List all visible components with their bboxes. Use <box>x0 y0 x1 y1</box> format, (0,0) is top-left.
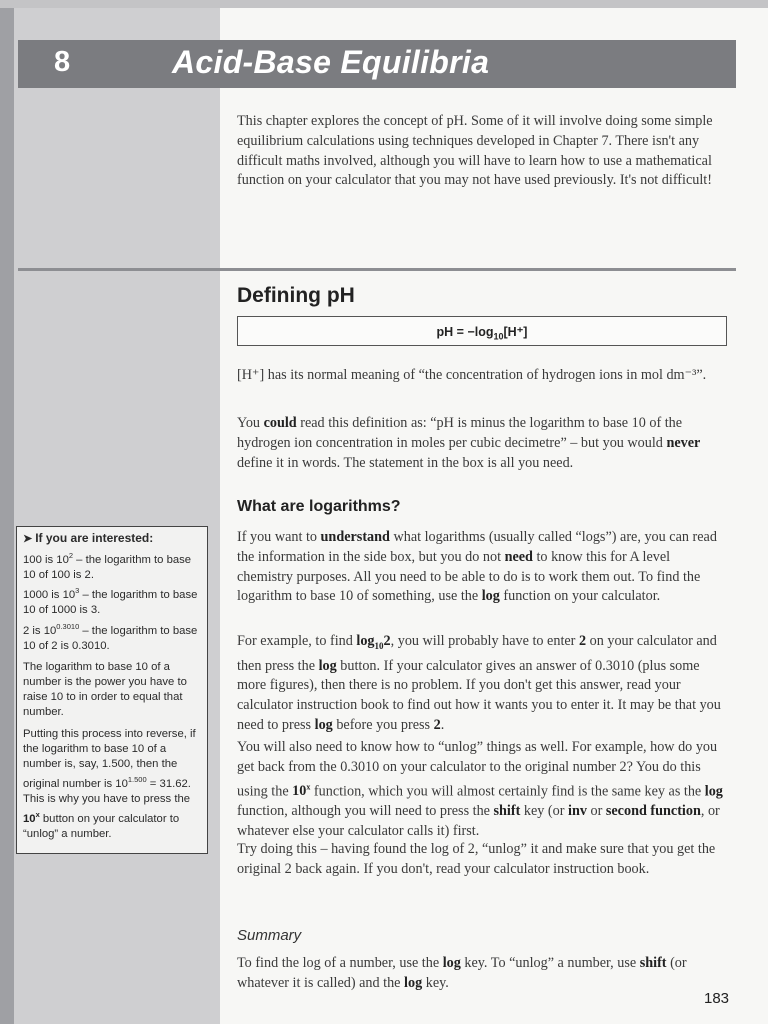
bold-text: shift <box>493 803 521 820</box>
bold-text: log <box>318 657 337 674</box>
defining-paragraph-1: [H⁺] has its normal meaning of “the concentration of hydrogen ions in mol dm⁻³”. <box>237 367 707 383</box>
text: key. <box>422 974 449 991</box>
text: 100 is 10 <box>23 553 69 566</box>
logs-paragraph-2 <box>237 632 727 736</box>
text: key (or <box>520 803 568 820</box>
bold-text: inv <box>568 803 587 820</box>
text: 1000 is 10 <box>23 589 76 602</box>
text: , or whatever else your calculator calls it) first. <box>237 803 720 839</box>
text: before you press <box>332 717 434 734</box>
bold-text <box>356 633 390 649</box>
logs-paragraph-3 <box>237 738 727 842</box>
chapter-number: 8 <box>54 46 71 78</box>
text: You will also need to know how to “unlog” things as well. For example, how do you get back from the 0.3010 on your calculator to the original number 2? You do this using the <box>237 739 718 800</box>
text: 2 <box>383 633 391 649</box>
logs-paragraph-4: Try doing this – having found the log of 2, “unlog” it and make sure that you get the original 2 back again. If you don't, read your calculator instruction book. <box>237 841 716 877</box>
text: button. If your calculator gives an answer of 0.3010 (plus some more figures), then there is no problem. If you don't get this answer, read your calculator instruction book to find out how it wants you to enter it. It may be that you need to press <box>237 657 721 734</box>
bold-text: could <box>263 415 297 431</box>
text: – the logarithm to base 10 of 2 is 0.3010. <box>23 624 198 652</box>
section-divider <box>18 268 736 271</box>
text: on your calculator and then press the <box>237 633 717 674</box>
text: function, which you will almost certainly find is the same key as the <box>310 783 705 800</box>
text: 10 <box>292 783 307 800</box>
superscript: 3 <box>75 586 80 596</box>
bold-text: 2 <box>433 717 441 734</box>
side-box <box>16 526 208 854</box>
text: , you will probably have to enter <box>390 633 579 649</box>
section-heading-logarithms: What are logarithms? <box>237 498 401 515</box>
text: For example, to find <box>237 633 357 649</box>
text: or <box>586 803 606 820</box>
side-box-paragraph-3 <box>23 727 203 843</box>
side-box-heading <box>23 531 203 547</box>
text: to know this for A level chemistry purposes. All you need to be able to do is to work them out. To find the logarithm to base 10 of something, use the <box>237 548 701 605</box>
formula-box <box>237 316 727 346</box>
text: what logarithms (usually called “logs”) are, you can read the information in the side box, but you do not <box>237 529 717 565</box>
text: – the logarithm to base 10 of 100 is 2. <box>23 553 192 582</box>
bold-text: shift <box>639 955 667 971</box>
book-spine-edge <box>0 0 14 1024</box>
bold-text: understand <box>320 529 390 545</box>
text: define it in words. The statement in the box is all you need. <box>237 454 574 471</box>
bold-text: 2 <box>578 633 587 649</box>
text: If you want to <box>237 529 321 545</box>
chapter-title: Acid-Base Equilibria <box>172 44 490 80</box>
superscript: 2 <box>68 551 74 561</box>
text: read this definition as: “pH is minus the logarithm to base 10 of the hydrogen ion concentration in moles per cubic decimetre” – but you would <box>237 415 683 451</box>
side-box-paragraph-2: The logarithm to base 10 of a number is the power you have to raise 10 to in order to equal that number. <box>23 660 187 719</box>
bold-text: need <box>504 548 533 565</box>
text: Putting this process into reverse, if the logarithm to base 10 of a number is, say, 1.500, then the original number is 10 <box>23 727 196 790</box>
formula-lhs: pH = −log <box>436 325 494 339</box>
superscript: 0.3010 <box>56 621 80 631</box>
superscript: x <box>35 810 40 820</box>
formula-rhs: [H⁺] <box>503 325 528 339</box>
side-box-line-1 <box>23 548 203 583</box>
bold-text: never <box>666 434 701 451</box>
intro-paragraph: This chapter explores the concept of pH. Some of it will involve doing some simple equilibrium calculations using techniques developed in Chapter 7. There isn't any difficult maths involved, although you will have to learn how to use a mathematical function on your calculator that you may not have used previously. It's not difficult! <box>237 113 713 189</box>
superscript: 1.500 <box>127 775 147 785</box>
bold-text <box>23 810 40 826</box>
side-box-line-2 <box>23 583 203 618</box>
ph-formula <box>238 324 726 342</box>
text: button on your calculator to “unlog” a number. <box>23 813 180 841</box>
arrow-icon: ➤ <box>23 533 33 545</box>
page-number: 183 <box>704 990 730 1007</box>
text: You <box>237 415 264 431</box>
section-heading-defining-ph: Defining pH <box>237 284 355 307</box>
text: To find the log of a number, use the <box>237 955 443 971</box>
side-box-line-3 <box>23 619 203 654</box>
text: function, although you will need to press the <box>237 803 494 820</box>
text: 10 <box>23 813 36 826</box>
logs-paragraph-1 <box>237 528 727 607</box>
text: . <box>440 717 445 734</box>
top-edge <box>0 0 768 8</box>
bold-text: log <box>442 955 461 971</box>
bold-text: second function <box>605 803 701 820</box>
text: key. To “unlog” a number, use <box>460 955 640 971</box>
side-box-content <box>23 531 203 848</box>
superscript: x <box>306 782 311 792</box>
bold-text <box>292 783 310 799</box>
summary-paragraph <box>237 954 727 994</box>
summary-heading: Summary <box>237 927 302 944</box>
bold-text: log <box>704 783 723 800</box>
bold-text: log <box>314 717 333 734</box>
left-page-margin <box>0 0 220 1024</box>
text: 2 is 10 <box>23 624 57 637</box>
text: function on your calculator. <box>499 588 661 605</box>
formula-subscript: 10 <box>493 331 504 342</box>
text: – the logarithm to base 10 of 1000 is 3. <box>23 589 198 617</box>
bold-text: log <box>481 588 500 605</box>
text: (or whatever it is called) and the <box>237 955 687 991</box>
text: = 31.62. This is why you have to press the <box>23 777 191 806</box>
bold-text: log <box>404 974 423 991</box>
text: log <box>356 633 375 649</box>
subscript: 10 <box>374 640 384 651</box>
defining-paragraph-2 <box>237 414 727 473</box>
side-box-heading-text: If you are interested: <box>35 531 154 545</box>
